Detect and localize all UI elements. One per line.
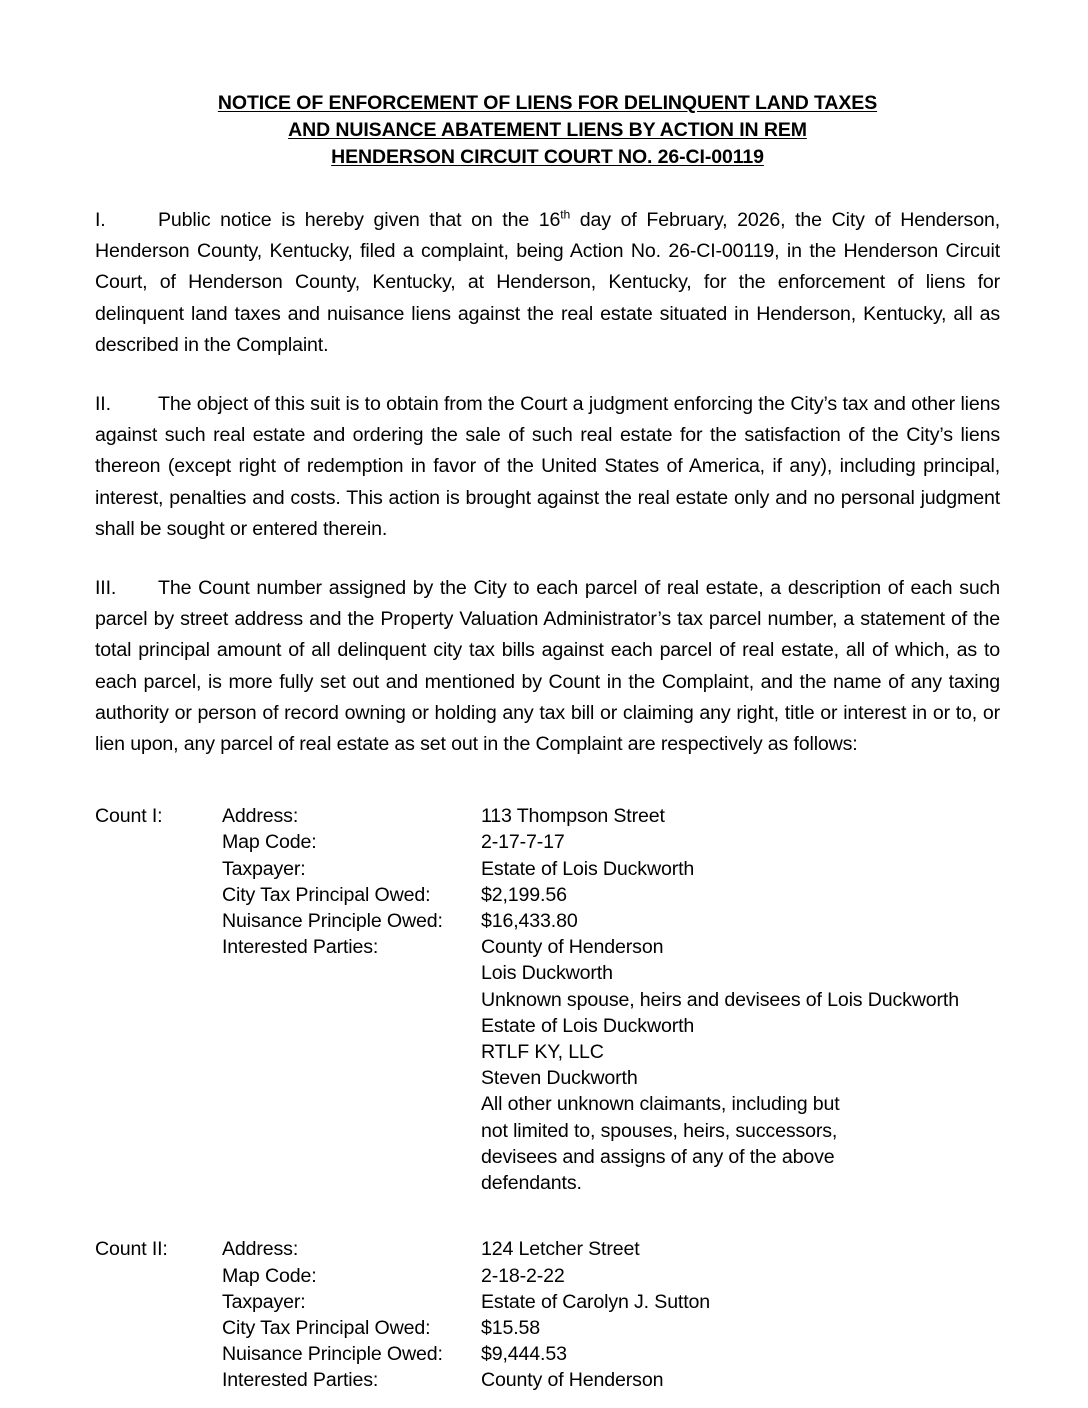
count-row-taxpayer [95, 856, 1000, 882]
title-line-3-text: HENDERSON CIRCUIT COURT NO. 26-CI-00119 [331, 146, 764, 168]
interested-party-item: County of Henderson [481, 1369, 664, 1392]
value-address: 124 Letcher Street [481, 1238, 640, 1261]
count-row-address [95, 803, 1000, 829]
label-taxpayer: Taxpayer: [222, 857, 306, 880]
interested-party-item: All other unknown claimants, including but [481, 1093, 840, 1116]
interested-party-item: not limited to, spouses, heirs, successors, [481, 1119, 838, 1142]
label-map-code: Map Code: [222, 831, 317, 854]
label-interested-parties: Interested Parties: [222, 1369, 379, 1392]
count-row-nuisance [95, 908, 1000, 934]
paragraph-3-numeral: III. [95, 577, 117, 600]
label-city-tax: City Tax Principal Owed: [222, 883, 431, 906]
paragraph-1-text-b: day of February, 2026, the City of Henderson, Henderson County, Kentucky, filed a complaint, being Action No. 26-CI-00119, in the Henderson Circuit Court, of Henderson County, Kentucky, at Henderson, Kentucky, for the enforcement of liens for delinquent land taxes and nuisance liens against the real estate situated in Henderson, Kentucky, all as described in the Complaint. [95, 209, 1000, 356]
paragraph-1-numeral: I. [95, 209, 106, 231]
interested-party-item: RTLF KY, LLC [481, 1041, 604, 1064]
interested-party-item: Lois Duckworth [481, 962, 613, 985]
count-block [95, 803, 1000, 1196]
value-city-tax: $2,199.56 [481, 883, 567, 906]
label-interested-parties: Interested Parties: [222, 936, 379, 959]
value-address: 113 Thompson Street [481, 805, 665, 828]
count-row-address [95, 1236, 1000, 1262]
label-city-tax: City Tax Principal Owed: [222, 1316, 431, 1339]
paragraph-2-numeral: II. [95, 393, 111, 416]
count-name: Count II: [95, 1238, 168, 1261]
count-name: Count I: [95, 805, 163, 828]
paragraph-2-text: The object of this suit is to obtain from the Court a judgment enforcing the City’s tax and other liens against such real estate and ordering the sale of such real estate for the satisfaction of the City’s liens thereon (except right of redemption in favor of the United States of America, if any), including principal, interest, penalties and costs. This action is brought against the real estate only and no personal judgment shall be sought or entered therein. [95, 393, 1000, 540]
document-title [95, 90, 1000, 171]
interested-party-item: devisees and assigns of any of the above [481, 1145, 835, 1168]
interested-parties-list [481, 1367, 1000, 1393]
paragraph-1 [95, 205, 1000, 361]
interested-party-item: County of Henderson [481, 936, 664, 959]
interested-party-item: Estate of Lois Duckworth [481, 1014, 695, 1037]
interested-party-item: Steven Duckworth [481, 1067, 638, 1090]
paragraph-3 [95, 573, 1000, 760]
value-map-code: 2-18-2-22 [481, 1264, 565, 1287]
paragraph-2 [95, 389, 1000, 545]
interested-parties-list [481, 934, 1000, 1196]
value-map-code: 2-17-7-17 [481, 831, 565, 854]
count-row-interested-parties [95, 1367, 1000, 1393]
value-nuisance: $16,433.80 [481, 910, 578, 933]
count-row-city-tax [95, 882, 1000, 908]
label-address: Address: [222, 1238, 299, 1261]
title-line-2 [95, 117, 1000, 144]
label-map-code: Map Code: [222, 1264, 317, 1287]
count-row-nuisance [95, 1341, 1000, 1367]
interested-party-item: defendants. [481, 1172, 582, 1195]
value-city-tax: $15.58 [481, 1316, 541, 1339]
count-row-city-tax [95, 1315, 1000, 1341]
title-line-3 [95, 144, 1000, 171]
document-content [95, 90, 1000, 1394]
value-taxpayer: Estate of Lois Duckworth [481, 857, 695, 880]
label-nuisance: Nuisance Principle Owed: [222, 910, 443, 933]
label-taxpayer: Taxpayer: [222, 1290, 306, 1313]
title-line-2-text: AND NUISANCE ABATEMENT LIENS BY ACTION IN REM [288, 119, 807, 141]
paragraph-3-text: The Count number assigned by the City to each parcel of real estate, a description of each such parcel by street address and the Property Valuation Administrator’s tax parcel number, a statement of the total principal amount of all delinquent city tax bills against each parcel of real estate, all of which, as to each parcel, is more fully set out and mentioned by Count in the Complaint, and the name of any taxing authority or person of record owning or holding any tax bill or claiming any right, title or interest in or to, or lien upon, any parcel of real estate as set out in the Complaint are respectively as follows: [95, 577, 1000, 756]
count-row-map-code [95, 1263, 1000, 1289]
count-row-interested-parties [95, 934, 1000, 1196]
value-nuisance: $9,444.53 [481, 1343, 567, 1366]
counts-section [95, 803, 1000, 1393]
title-line-1 [95, 90, 1000, 117]
count-row-taxpayer [95, 1289, 1000, 1315]
value-taxpayer: Estate of Carolyn J. Sutton [481, 1290, 711, 1313]
title-line-1-text: NOTICE OF ENFORCEMENT OF LIENS FOR DELINQUENT LAND TAXES [217, 92, 878, 114]
interested-party-item: Unknown spouse, heirs and devisees of Lois Duckworth [481, 988, 959, 1011]
label-address: Address: [222, 805, 299, 828]
label-nuisance: Nuisance Principle Owed: [222, 1343, 443, 1366]
paragraph-1-superscript: th [560, 207, 571, 222]
count-row-map-code [95, 829, 1000, 855]
count-block [95, 1236, 1000, 1393]
paragraph-1-text-a: Public notice is hereby given that on the 16 [158, 209, 561, 231]
